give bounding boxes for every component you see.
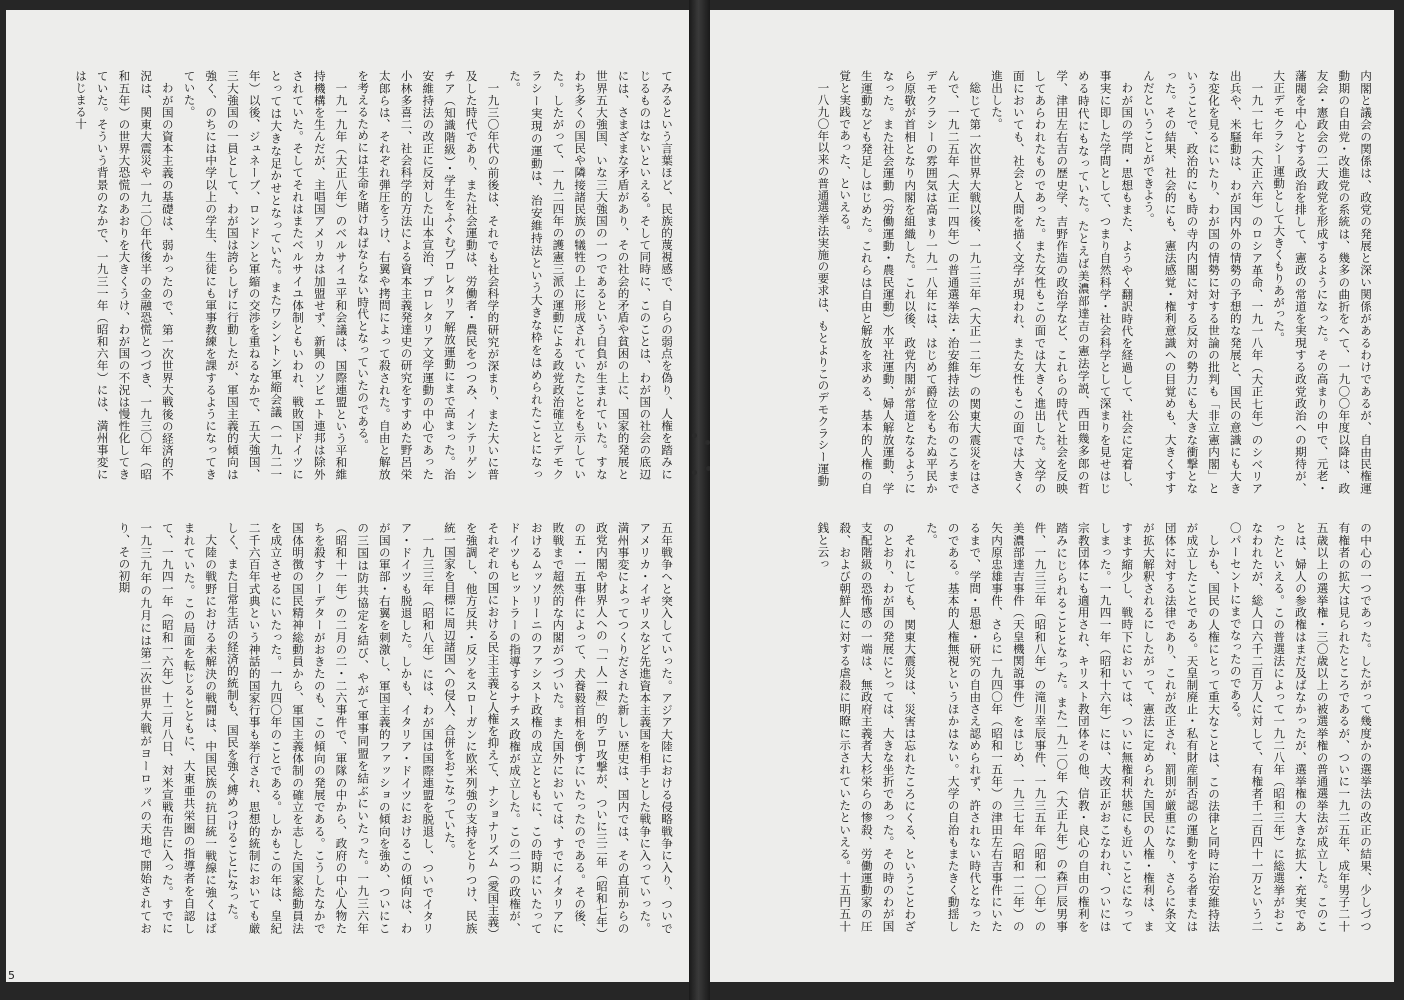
- right-page: [710, 10, 1394, 982]
- left-upper-para: 一九一九年（大正八年）のベルサイユ平和会議は、国際連盟という平和維持機構を生んだが、主唱国アメリカは加盟せず、新興のソビエト連邦は除外されていた。そしてそれはまたベルサイユ体制ともいわれ、戦敗国ドイツにとっては大きな足かせとなっていた。またワシントン軍縮会議（一九二一年）以後、ジュネーブ、ロンドンと軍縮の交渉を重ねるなかで、五大強国、三大強国の一員として、わが国は誇らしげに行動したが、軍国主義的傾向は強く、のちには中学以上の学生、生徒にも軍事教練を課するようになってきていた。: [182, 70, 349, 480]
- right-upper-text: [816, 70, 1376, 494]
- right-upper-para: 一八九〇年以来の普通選挙法実施の要求は、もとよりこのデモクラシー運動: [816, 81, 831, 487]
- left-upper-para: 一九三〇年代の前後は、それでも社会科学的研究が深まり、また大いに普及した時代であり、また社会運動は、労働者・農民をつつみ、インテリゲンチア（知識階級）・学生をふくむプロレタリア解放運動にまで高まった。治安維持法の改正に反対した山本宣治、プロレタリア文学運動の中心であった小林多喜二、社会科学的方法による資本主義発達史の研究をすすめた野呂栄太郎らは、それぞれ弾圧をうけ、右翼や拷問によって殺された。自由と解放を考えるためには生命を賭けねばならない時代となっていたのである。: [356, 70, 501, 480]
- right-lower-para: しかも、国民の人権にとって重大なことは、この法律と同時に治安維持法が成立したことである。天皇制廃止・私有財産制否認の運動をする者または団体に対する法律であり、これが改正され、罰則が厳重になり、さらに条文が拡大解釈されるにしたがって、憲法に定められた国民の人権・権利は、ますます縮少し、戦時下においては、ついに無権利状態にも近いことになってしまった。一九四一年（昭和十六年）には、大改正がおこなわれ、ついには宗教団体にも適用され、キリスト教団体その他、信教・良心の自由の権利を踏みにじられることとなった。また一九二〇年（大正九年）の森戸辰男事件、一九三三年（昭和八年）の滝川幸辰事件、一九三五年（昭和一〇年）の美濃部達吉事件（天皇機関説事件）をはじめ、一九三七年（昭和一二年）の矢内原忠雄事件、さらに一九四〇年（昭和一五年）の津田左右吉事件にいたるまで、学問・思想・研究の自由さえ認められず、許されない時代となったのである。基本的人権無視というほかはない。大学の自治もまたきく動揺した。: [924, 522, 1222, 932]
- binding-hole: [692, 433, 697, 438]
- right-lower-text: [766, 522, 1376, 932]
- left-lower-para: 一九三三年（昭和八年）には、わが国は国際連盟を脱退し、ついでイタリア・ドイツも脱退した。しかも、イタリア・ドイツにおけるこの傾向は、わが国の軍部・右翼を刺激し、軍国主義的ファッショの傾向を強め、ついにこの三国は防共協定を結び、やがて軍事同盟を結ぶにいたった。一九三六年（昭和十一年）の二月の二・二六事件で、軍隊の中から、政府の中心人物たちを殺すクーデターがおきたのも、この傾向の発展である。こうしたなかで国体明徴の国民精神総動員から、軍国主義体制の確立を志した国家総動員法を成立させるにいたった。一九四〇年のことである。しかもこの年は、皇紀二千六百年式典という神話的国家行事も挙行され、思想的統制においても厳しく、また日常生活の経済的統制も、国民を強く縛めつけることになった。: [225, 522, 436, 934]
- page-number: 5: [8, 969, 15, 982]
- right-upper-para: 総じて第一次世界大戦以後、一九二三年（大正一二年）の関東大震災をはさんで、一九二五年（大正一四年）の普通選挙法・治安維持法の公布のころまでデモクラシーの雰囲気は高まり一九一八年には、はじめて爵位をもたぬ平民から原敬が首相となり内閣を組織した。これ以後、政党内閣が常道となるようになった。また社会運動（労働運動・農民運動）水平社運動、婦人解放運動、学生運動なども発足しはじめた。これらは自由と解放を求める、基本的人権の自覚と実践であった、といえる。: [838, 70, 983, 494]
- left-page: [6, 10, 689, 982]
- left-upper-text: [67, 70, 677, 480]
- right-upper-para: 一九一七年（大正六年）のロシア革命、一九一八年（大正七年）のシベリア出兵や、米騒動は、わが国内外の情勢の予想的な発展と、国民の意識にも大きな変化を見るにいたり、わが国の情勢に対する世論の批判も「非立憲内閣」ということで、政治的にも時の寺内内閣に対する反対の勢力にも大きな衝撃となった。その結果、社会的にも、憲法感覚・権利意識への目覚めも、大きくすすんだということができよう。: [1141, 70, 1265, 494]
- book-gutter: [689, 0, 710, 1000]
- left-lower-para: 五年戦争へと突入していった。アジア大陸における侵略戦争に入り、ついでアメリカ・イギリスなど先進資本主義国を相手とした戦争に入っていった。満州事変によってつくりだされた新しい歴史は、国内では、その直前からの政党内閣や財界人への「一人一殺」的テロ攻撃が、ついに三二年（昭和七年）の五・一五事件によって、犬養毅首相を倒すにいたったのである。その後、敗戦まで超然的な内閣がつづいた。また国外においては、すでにイタリアにおけるムッソリーニのファシスト政権の成立とともに、この時期にいたってドイツもヒットラーの指導するナチス政権が成立した。この二つの政権が、それぞれの国における民主主義と人権を抑えて、ナショナリズム（愛国主義）を強調し、他方反共・反ソをスローガンに欧米列強の支持をとりつけ、民族統一国家を目標に周辺諸国への侵入、合併をおこなっていた。: [442, 522, 674, 934]
- binding-hole: [692, 470, 697, 475]
- left-upper-para: てみるという言葉ほど、民族的蔑視感で、自らの弱点を偽り、人権を踏みにじるものはないといえる。そして同時に、このことは、わが国の社会の底辺には、さまざまな矛盾があり、その社会的矛盾や貧困の上に、国家的発展と世界五大強国、いな三大強国の一つであるという自負が生まれていた。すなわち多くの国民や隣接諸民族の犠牲の上に形成されていたことをも示していた。したがって、一九二四年の護憲三派の運動による政党政治確立とデモクラシー実現の運動は、治安維持法という大きな枠をはめられたことになった。: [508, 70, 674, 480]
- right-lower-para: の中心の一つであった。したがって幾度かの選挙法の改正の結果、少しづつ有権者の拡大は見られたところであるが、ついに一九二五年、成年男子二十五歳以上の選挙権・三〇歳以上の被選挙権の普通選挙法が成立した。このことは、婦人の参政権はまだ及ばなかったが、選挙権の大きな拡大・充実であったといえる。この普選法によって一九二八年（昭和三年）に総選挙がおこなわれたが、総人口六千二百万人に対して、有権者千二百四十一万という二〇パーセントにまでなったのである。: [1228, 522, 1373, 932]
- left-upper-para: わが国の資本主義の基礎は、弱かったので、第一次世界大戦後の経済的不況は、関東大震災や一九二〇年代後半の金融恐慌とつづき、一九三〇年（昭和五年）の世界大恐慌のあおりを大きくうけ、わが国の不況は慢性化してきていた。そういう背景のなかで、一九三一年（昭和六年）には、満州事変にはじまる十: [74, 70, 175, 480]
- right-upper-para: 内閣と議会の関係は、政党の発展と深い関係があるわけであるが、自由民権運動期の自由党・改進党の系統は、幾多の曲折をへて、一九〇〇年度以降は、政友会・憲政会の二大政党を形成するようになった。その高まりの中で、元老・藩閥を中心とする政治を排して、憲政の常道を実現する政党政治への期待が、大正デモクラシー運動として大きくもりあがった。: [1272, 70, 1373, 494]
- left-lower-text: [67, 522, 677, 934]
- right-lower-para: それにしても、関東大震災は、災害は忘れたころにくる、ということわざのとおり、わが国の発展にとっては、大きな坐折であった。その時のわが国支配階級の恐怖感の一端は、無政府主義者大杉栄らの惨殺、労働運動家の圧殺、および朝鮮人に対する虐殺に明瞭に示されていたといえる。十五円五十銭と云っ: [816, 522, 918, 932]
- right-upper-para: わが国の学問・思想もまた、ようやく翻訳時代を経過して、社会に定着し、事実に即した学問として、つまり自然科学・社会科学として深まりを見せはじめる時代にもなっていた。たとえば美濃部達吉の憲法学説、西田幾多郎の哲学、津田左右吉の歴史学、吉野作造の政治学など、これらの時代と社会を反映してあらわれたものであった。また女性もこの面では大きく進出した。文学の面においても、社会と人間を描く文学が現われ、また女性もこの面では大きく進出した。: [990, 70, 1135, 494]
- left-lower-para: 大陸の戦野における未解決の戦闘は、中国民族の抗日統一戦線に強くはばまれていた。この局面を転じるとともに、大東亜共栄圏の指導者を自認して、一九四一年（昭和一六年）十二月八日、対米宣戦布告に入った。すでに一九三九年の九月には第二次世界大戦がヨーロッパの天地で開始されており、その初期: [117, 522, 219, 934]
